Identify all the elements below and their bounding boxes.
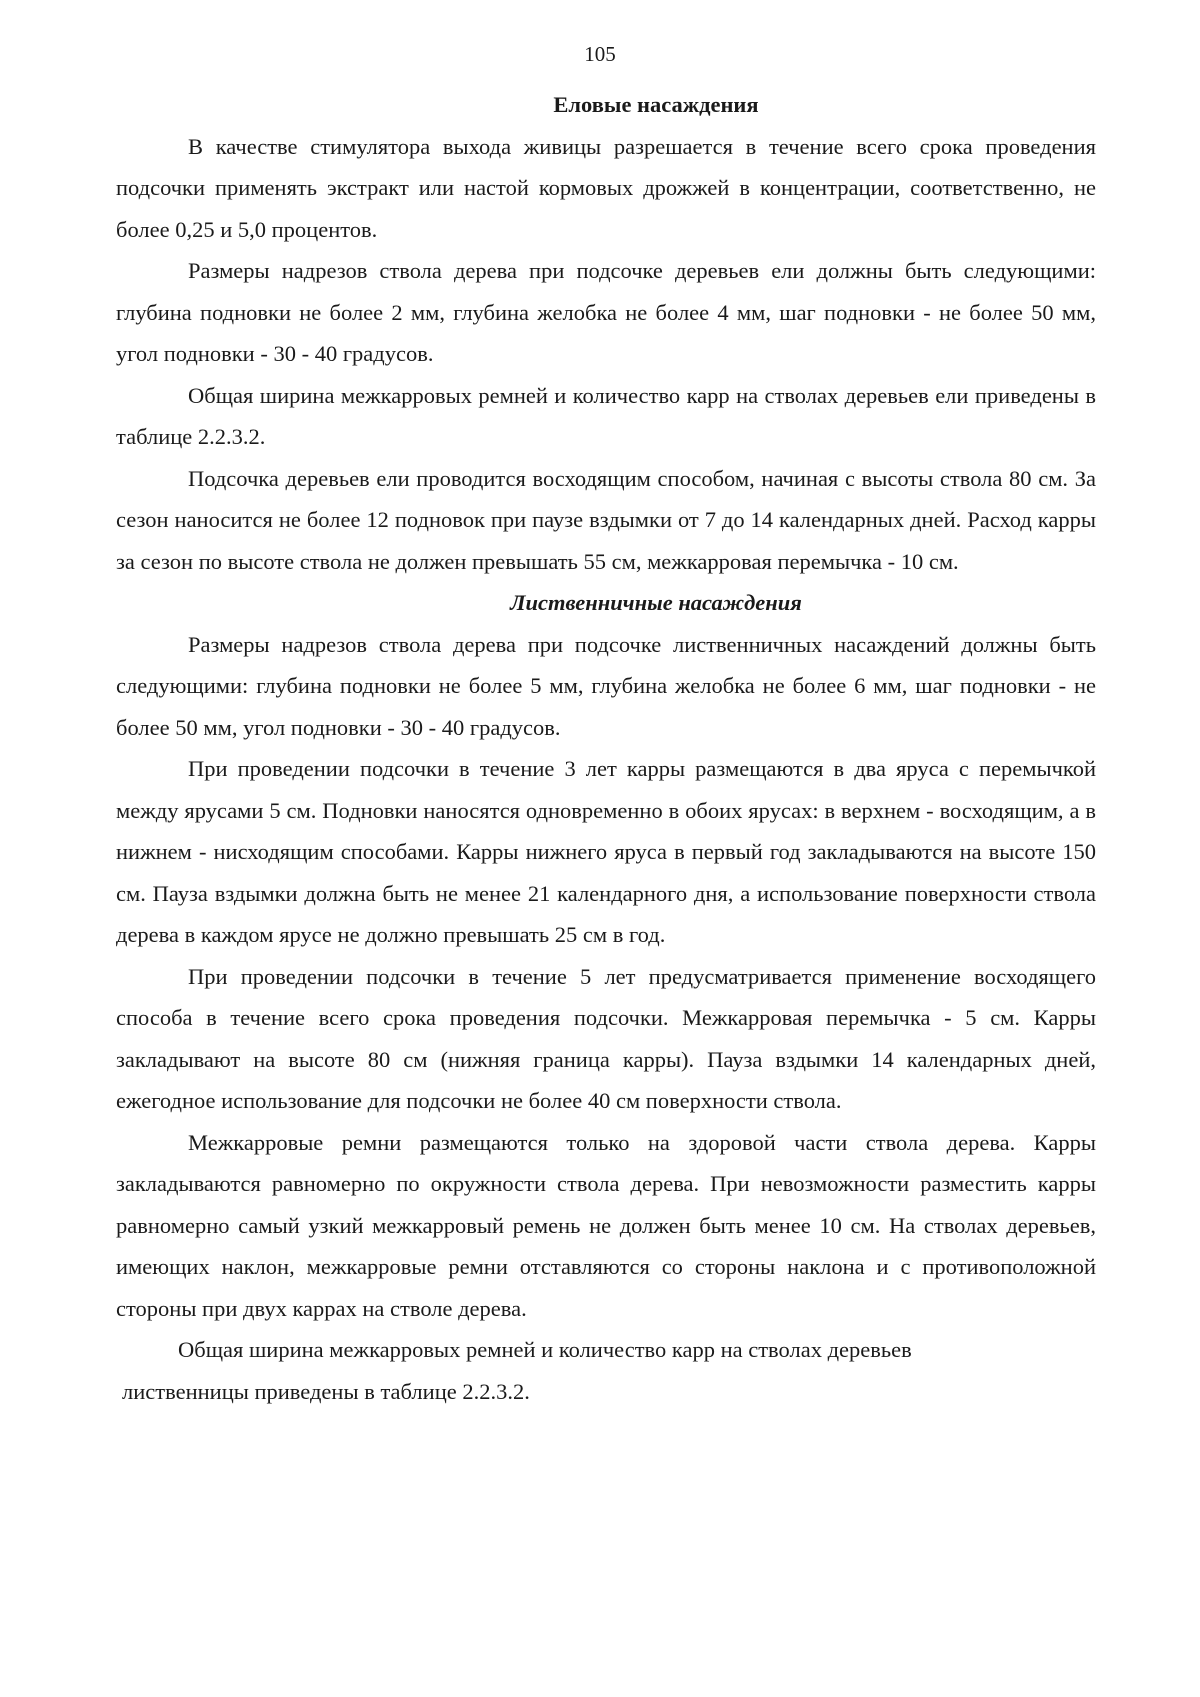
page-number: 105 bbox=[584, 42, 616, 66]
closing-line-1: Общая ширина межкарровых ремней и количество карр на стволах деревьев bbox=[178, 1337, 912, 1362]
paragraph-spruce-3: Общая ширина межкарровых ремней и количество карр на стволах деревьев ели приведены в таблице 2.2.3.2. bbox=[116, 382, 1096, 449]
paragraph-spruce-4: Подсочка деревьев ели проводится восходящим способом, начиная с высоты ствола 80 см. За сезон наносится не более 12 подновок при паузе вздымки от 7 до 14 календарных дней. Расход карры за сезон по высоте ствола не должен превышать 55 см, межкарровая перемычка - 10 см. bbox=[116, 465, 1096, 574]
section-title-larch: Лиственничные насаждения bbox=[510, 590, 802, 615]
paragraph-larch-1: Размеры надрезов ствола дерева при подсочке лиственничных насаждений должны быть следующими: глубина подновки не более 5 мм, глубина желобка не более 6 мм, шаг подновки - не более 50 мм, угол подновки - 30 - 40 градусов. bbox=[116, 631, 1096, 740]
closing-line-2: лиственницы приведены в таблице 2.2.3.2. bbox=[122, 1378, 530, 1404]
paragraph-larch-3: При проведении подсочки в течение 5 лет предусматривается применение восходящего способа в течение всего срока проведения подсочки. Межкарровая перемычка - 5 см. Карры закладывают на высоте 80 см (нижняя граница карры). Пауза вздымки 14 календарных дней, ежегодное использование для подсочки не более 40 см поверхности ствола. bbox=[116, 963, 1096, 1113]
paragraph-larch-closing bbox=[116, 1329, 1096, 1412]
paragraph-larch-4: Межкарровые ремни размещаются только на здоровой части ствола дерева. Карры закладываются равномерно по окружности ствола дерева. При невозможности разместить карры равномерно самый узкий межкарровый ремень не должен быть менее 10 см. На стволах деревьев, имеющих наклон, межкарровые ремни отставляются со стороны наклона и с противоположной стороны при двух каррах на стволе дерева. bbox=[116, 1129, 1096, 1321]
page-content bbox=[116, 84, 1096, 1412]
paragraph-larch-2: При проведении подсочки в течение 3 лет карры размещаются в два яруса с перемычкой между ярусами 5 см. Подновки наносятся одновременно в обоих ярусах: в верхнем - восходящим, а в нижнем - нисходящим способами. Карры нижнего яруса в первый год закладываются на высоте 150 см. Пауза вздымки должна быть не менее 21 календарного дня, а использование поверхности ствола дерева в каждом ярусе не должно превышать 25 см в год. bbox=[116, 756, 1096, 947]
section-title-spruce: Еловые насаждения bbox=[553, 92, 759, 117]
paragraph-spruce-2: Размеры надрезов ствола дерева при подсочке деревьев ели должны быть следующими: глубина подновки не более 2 мм, глубина желобка не более 4 мм, шаг подновки - не более 50 мм, угол подновки - 30 - 40 градусов. bbox=[116, 258, 1096, 366]
paragraph-spruce-1: В качестве стимулятора выхода живицы разрешается в течение всего срока проведения подсочки применять экстракт или настой кормовых дрожжей в концентрации, соответственно, не более 0,25 и 5,0 процентов. bbox=[116, 133, 1096, 242]
